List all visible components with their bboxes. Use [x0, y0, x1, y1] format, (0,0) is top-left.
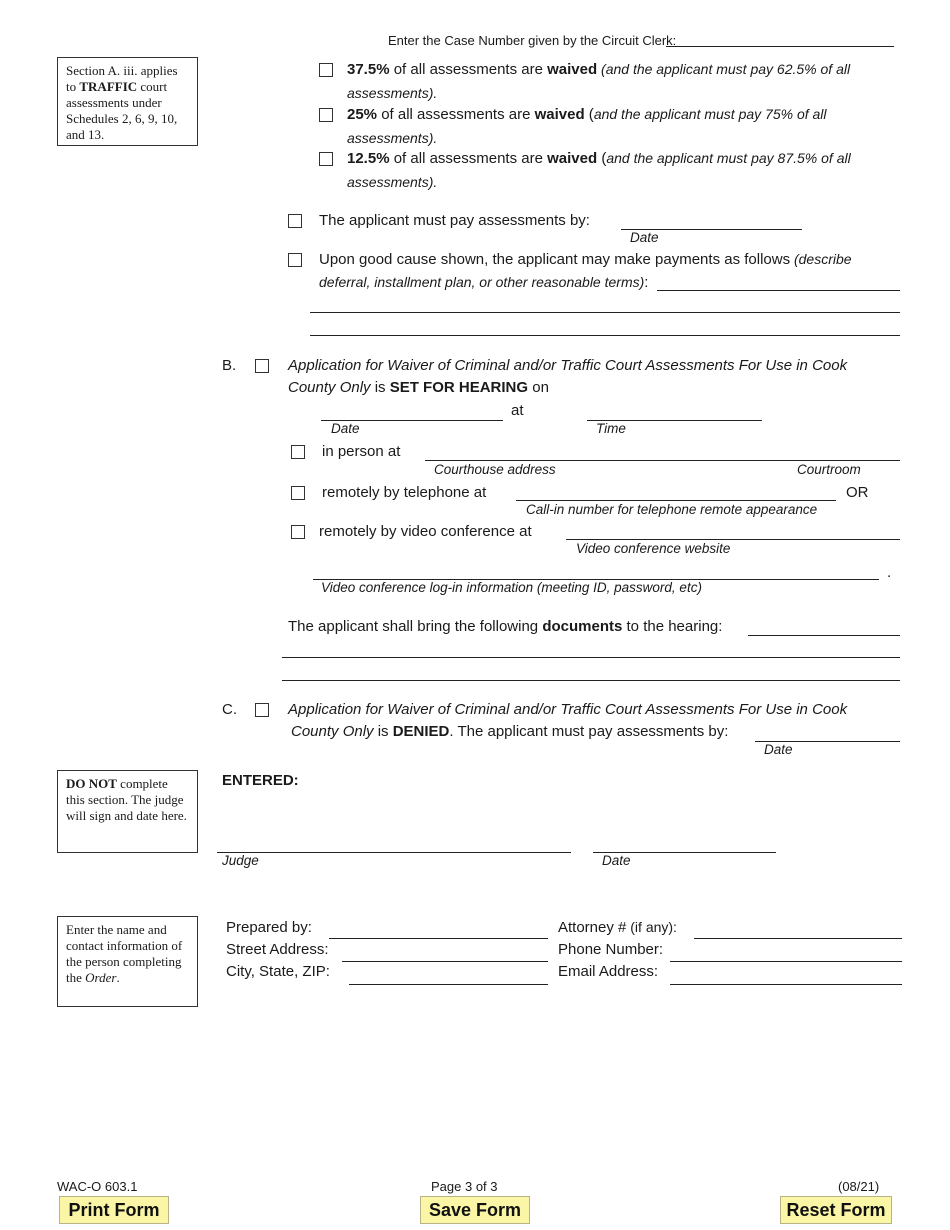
video-login-period: .: [887, 564, 892, 581]
prepare-note-text: Enter the name and contact information of the person completing the: [66, 922, 183, 985]
section-b-title: Application for Waiver of Criminal and/or Traffic Court Assessments For Use in Cook: [288, 357, 848, 374]
section-b-letter: B.: [222, 357, 237, 374]
waive-37-label-cont: assessments).: [347, 85, 438, 101]
street-address-field[interactable]: [342, 961, 548, 962]
prepared-by-field[interactable]: [329, 938, 548, 939]
prepared-by-label: Prepared by:: [226, 919, 312, 936]
in-person-checkbox[interactable]: [291, 445, 305, 459]
hearing-time-caption: Time: [596, 421, 626, 436]
revision-date: (08/21): [838, 1179, 880, 1194]
pay-by-checkbox[interactable]: [288, 214, 302, 228]
case-number-label: Enter the Case Number given by the Circuit Clerk:: [388, 33, 677, 48]
or-label: OR: [846, 484, 869, 501]
pay-by-label: The applicant must pay assessments by:: [319, 212, 590, 229]
video-website-caption: Video conference website: [576, 541, 731, 556]
phone-number-label: Phone Number:: [558, 941, 664, 958]
case-number-field[interactable]: [666, 46, 894, 47]
courthouse-caption: Courthouse address: [434, 462, 556, 477]
traffic-note-bold: TRAFFIC: [79, 79, 138, 94]
city-state-zip-label: City, State, ZIP:: [226, 963, 330, 980]
judge-signature-field[interactable]: [217, 852, 571, 853]
judge-note-box: [57, 770, 198, 853]
in-person-label: in person at: [322, 443, 401, 460]
video-checkbox[interactable]: [291, 525, 305, 539]
documents-field-3[interactable]: [282, 680, 900, 681]
telephone-label: remotely by telephone at: [322, 484, 487, 501]
documents-field-1[interactable]: [748, 635, 900, 636]
print-form-button[interactable]: Print Form: [59, 1196, 169, 1224]
traffic-note-box: [57, 57, 198, 146]
courthouse-address-field[interactable]: [425, 460, 900, 461]
prepare-note-italic: Order: [85, 970, 117, 985]
video-login-caption: Video conference log-in information (meeting ID, password, etc): [321, 580, 702, 595]
section-c-title-cont: County Only is DENIED. The applicant must pay assessments by:: [291, 723, 729, 740]
telephone-checkbox[interactable]: [291, 486, 305, 500]
judge-note-text: complete this section. The judge will sign and date here.: [66, 776, 187, 823]
section-b-title-cont: County Only is SET FOR HEARING on: [288, 379, 549, 396]
hearing-at-label: at: [511, 402, 524, 419]
reset-form-button[interactable]: Reset Form: [780, 1196, 892, 1224]
entered-label: ENTERED:: [222, 772, 299, 789]
callin-number-field[interactable]: [516, 500, 836, 501]
waive-37-label: 37.5% of all assessments are waived (and the applicant must pay 62.5% of all: [347, 61, 851, 78]
good-cause-label-cont: deferral, installment plan, or other reasonable terms):: [319, 274, 649, 291]
courtroom-caption: Courtroom: [797, 462, 861, 477]
good-cause-checkbox[interactable]: [288, 253, 302, 267]
hearing-date-caption: Date: [331, 421, 360, 436]
waive-37-checkbox[interactable]: [319, 63, 333, 77]
judge-note-bold: DO NOT: [66, 776, 117, 791]
waive-25-label-cont: assessments).: [347, 130, 438, 146]
denied-checkbox[interactable]: [255, 703, 269, 717]
waive-25-label: 25% of all assessments are waived (and the applicant must pay 75% of all: [347, 106, 827, 123]
section-c-letter: C.: [222, 701, 237, 718]
attorney-number-field[interactable]: [694, 938, 902, 939]
phone-number-field[interactable]: [670, 961, 902, 962]
save-form-button[interactable]: Save Form: [420, 1196, 530, 1224]
waive-12-label: 12.5% of all assessments are waived (and the applicant must pay 87.5% of all: [347, 150, 851, 167]
prepare-note-box: [57, 916, 198, 1007]
email-address-field[interactable]: [670, 984, 902, 985]
denied-date-caption: Date: [764, 742, 793, 757]
traffic-note-text-end: court assessments under Schedules 2, 6, 9, 10, and 13.: [66, 79, 178, 142]
good-cause-field-2[interactable]: [310, 312, 900, 313]
pay-by-date-caption: Date: [630, 230, 659, 245]
email-address-label: Email Address:: [558, 963, 659, 980]
video-website-field[interactable]: [566, 539, 900, 540]
form-id: WAC-O 603.1: [57, 1179, 138, 1194]
judge-caption: Judge: [222, 853, 259, 868]
waive-12-label-cont: assessments).: [347, 174, 438, 190]
traffic-note-text: Section A. iii. applies to: [66, 63, 178, 94]
section-c-title: Application for Waiver of Criminal and/or Traffic Court Assessments For Use in Cook: [288, 701, 848, 718]
good-cause-label: Upon good cause shown, the applicant may make payments as follows (describe: [319, 251, 852, 268]
page-number: Page 3 of 3: [431, 1179, 498, 1194]
street-address-label: Street Address:: [226, 941, 329, 958]
waive-25-checkbox[interactable]: [319, 108, 333, 122]
video-label: remotely by video conference at: [319, 523, 532, 540]
documents-field-2[interactable]: [282, 657, 900, 658]
set-hearing-checkbox[interactable]: [255, 359, 269, 373]
entered-date-caption: Date: [602, 853, 631, 868]
good-cause-field-3[interactable]: [310, 335, 900, 336]
documents-label: The applicant shall bring the following documents to the hearing:: [288, 618, 723, 635]
prepare-note-text-end: .: [116, 970, 120, 985]
good-cause-field-1[interactable]: [657, 290, 900, 291]
attorney-number-label: Attorney # (if any):: [558, 919, 677, 936]
callin-caption: Call-in number for telephone remote appearance: [526, 502, 818, 517]
city-state-zip-field[interactable]: [349, 984, 548, 985]
waive-12-checkbox[interactable]: [319, 152, 333, 166]
